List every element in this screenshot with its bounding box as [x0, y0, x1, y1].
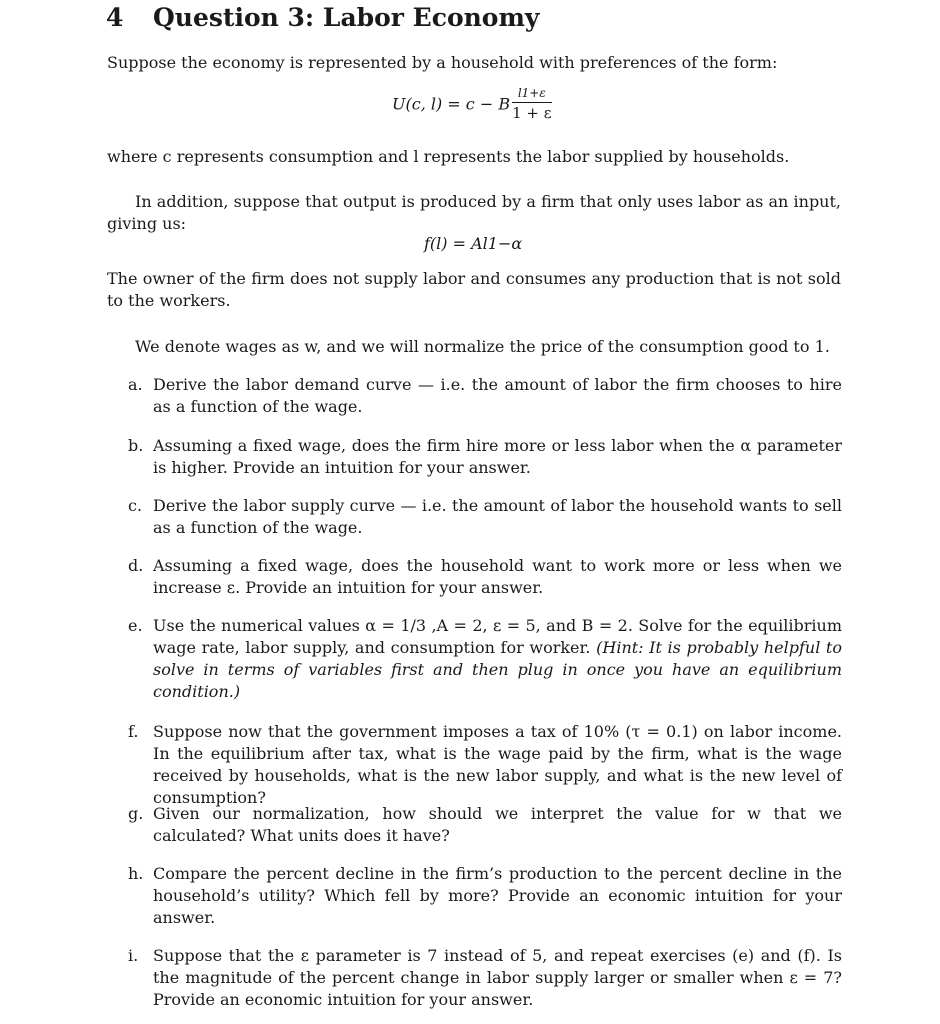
list-item-text: Suppose that the ε parameter is 7 instead of 5, and repeat exercises (e) and (f). Is the magnitude of the percent change in labor supply larger or smaller when ε = 7? Provide an economic intuition for your answer. — [153, 946, 842, 1009]
list-item-body — [153, 615, 842, 703]
list-item-g — [128, 803, 842, 847]
utility-fraction — [512, 86, 551, 122]
list-item-text: Assuming a fixed wage, does the household want to work more or less when we increase ε. Provide an intuition for your answer. — [153, 556, 842, 597]
list-item-text: Use the numerical values α = 1/3 ,A = 2, ε = 5, and B = 2. Solve for the equilibrium wage rate, labor supply, and consumption for worker. — [153, 616, 843, 657]
list-item-a — [128, 374, 842, 418]
list-item-letter: a. — [128, 375, 143, 394]
list-item-letter: b. — [128, 436, 144, 455]
list-item-d — [128, 555, 842, 599]
list-item-hint: (Hint: It is probably helpful to solve in terms of variables first and then plug in once you have an equilibrium condition.) — [153, 638, 842, 701]
intro-paragraph: Suppose the economy is represented by a household with preferences of the form: — [107, 53, 778, 72]
utility-equation-lhs: U(c, l) = c − B — [392, 94, 511, 114]
list-item-letter: h. — [128, 864, 144, 883]
list-item-text: Compare the percent decline in the firm’s production to the percent decline in the household’s utility? Which fell by more? Provide an economic intuition for your answer. — [153, 864, 842, 927]
section-title: Question 3: Labor Economy — [153, 3, 540, 32]
list-item-letter: c. — [128, 496, 143, 515]
list-item-text: Suppose now that the government imposes a tax of 10% (τ = 0.1) on labor income. In the equilibrium after tax, what is the wage paid by the firm, what is the wage received by households, what is the new labor supply, and what is the new level of consumption? — [153, 722, 842, 807]
list-item-text: Derive the labor supply curve — i.e. the amount of labor the household wants to sell as a function of the wage. — [153, 496, 842, 537]
list-item-letter: e. — [128, 616, 143, 635]
firm-paragraph: In addition, suppose that output is produced by a firm that only uses labor as an input, giving us: — [107, 192, 841, 233]
list-item-b — [128, 435, 842, 479]
section-heading — [106, 3, 539, 32]
utility-fraction-numerator: l1+ε — [512, 86, 551, 103]
wages-paragraph: We denote wages as w, and we will normalize the price of the consumption good to 1. — [135, 337, 830, 356]
section-number: 4 — [106, 3, 124, 32]
utility-fraction-denominator: 1 + ε — [512, 104, 552, 122]
list-item-h — [128, 863, 842, 929]
list-item-text: Assuming a fixed wage, does the firm hire more or less labor when the α parameter is higher. Provide an intuition for your answer. — [153, 436, 842, 477]
list-item-letter: f. — [128, 722, 139, 741]
owner-paragraph: The owner of the firm does not supply labor and consumes any production that is not sold to the workers. — [107, 269, 841, 310]
list-item-text: Derive the labor demand curve — i.e. the amount of labor the firm chooses to hire as a function of the wage. — [153, 375, 842, 416]
list-item-c — [128, 495, 842, 539]
where-paragraph: where c represents consumption and l represents the labor supplied by households. — [107, 147, 790, 166]
list-item-letter: d. — [128, 556, 144, 575]
list-item-i — [128, 945, 842, 1011]
production-equation: f(l) = Al1−α — [424, 234, 523, 253]
list-item-letter: g. — [128, 804, 144, 823]
list-item-text: Given our normalization, how should we interpret the value for w that we calculated? What units does it have? — [153, 804, 842, 845]
list-item-f — [128, 721, 842, 809]
list-item-letter: i. — [128, 946, 139, 965]
list-item-e — [128, 615, 842, 703]
utility-equation — [392, 86, 552, 122]
